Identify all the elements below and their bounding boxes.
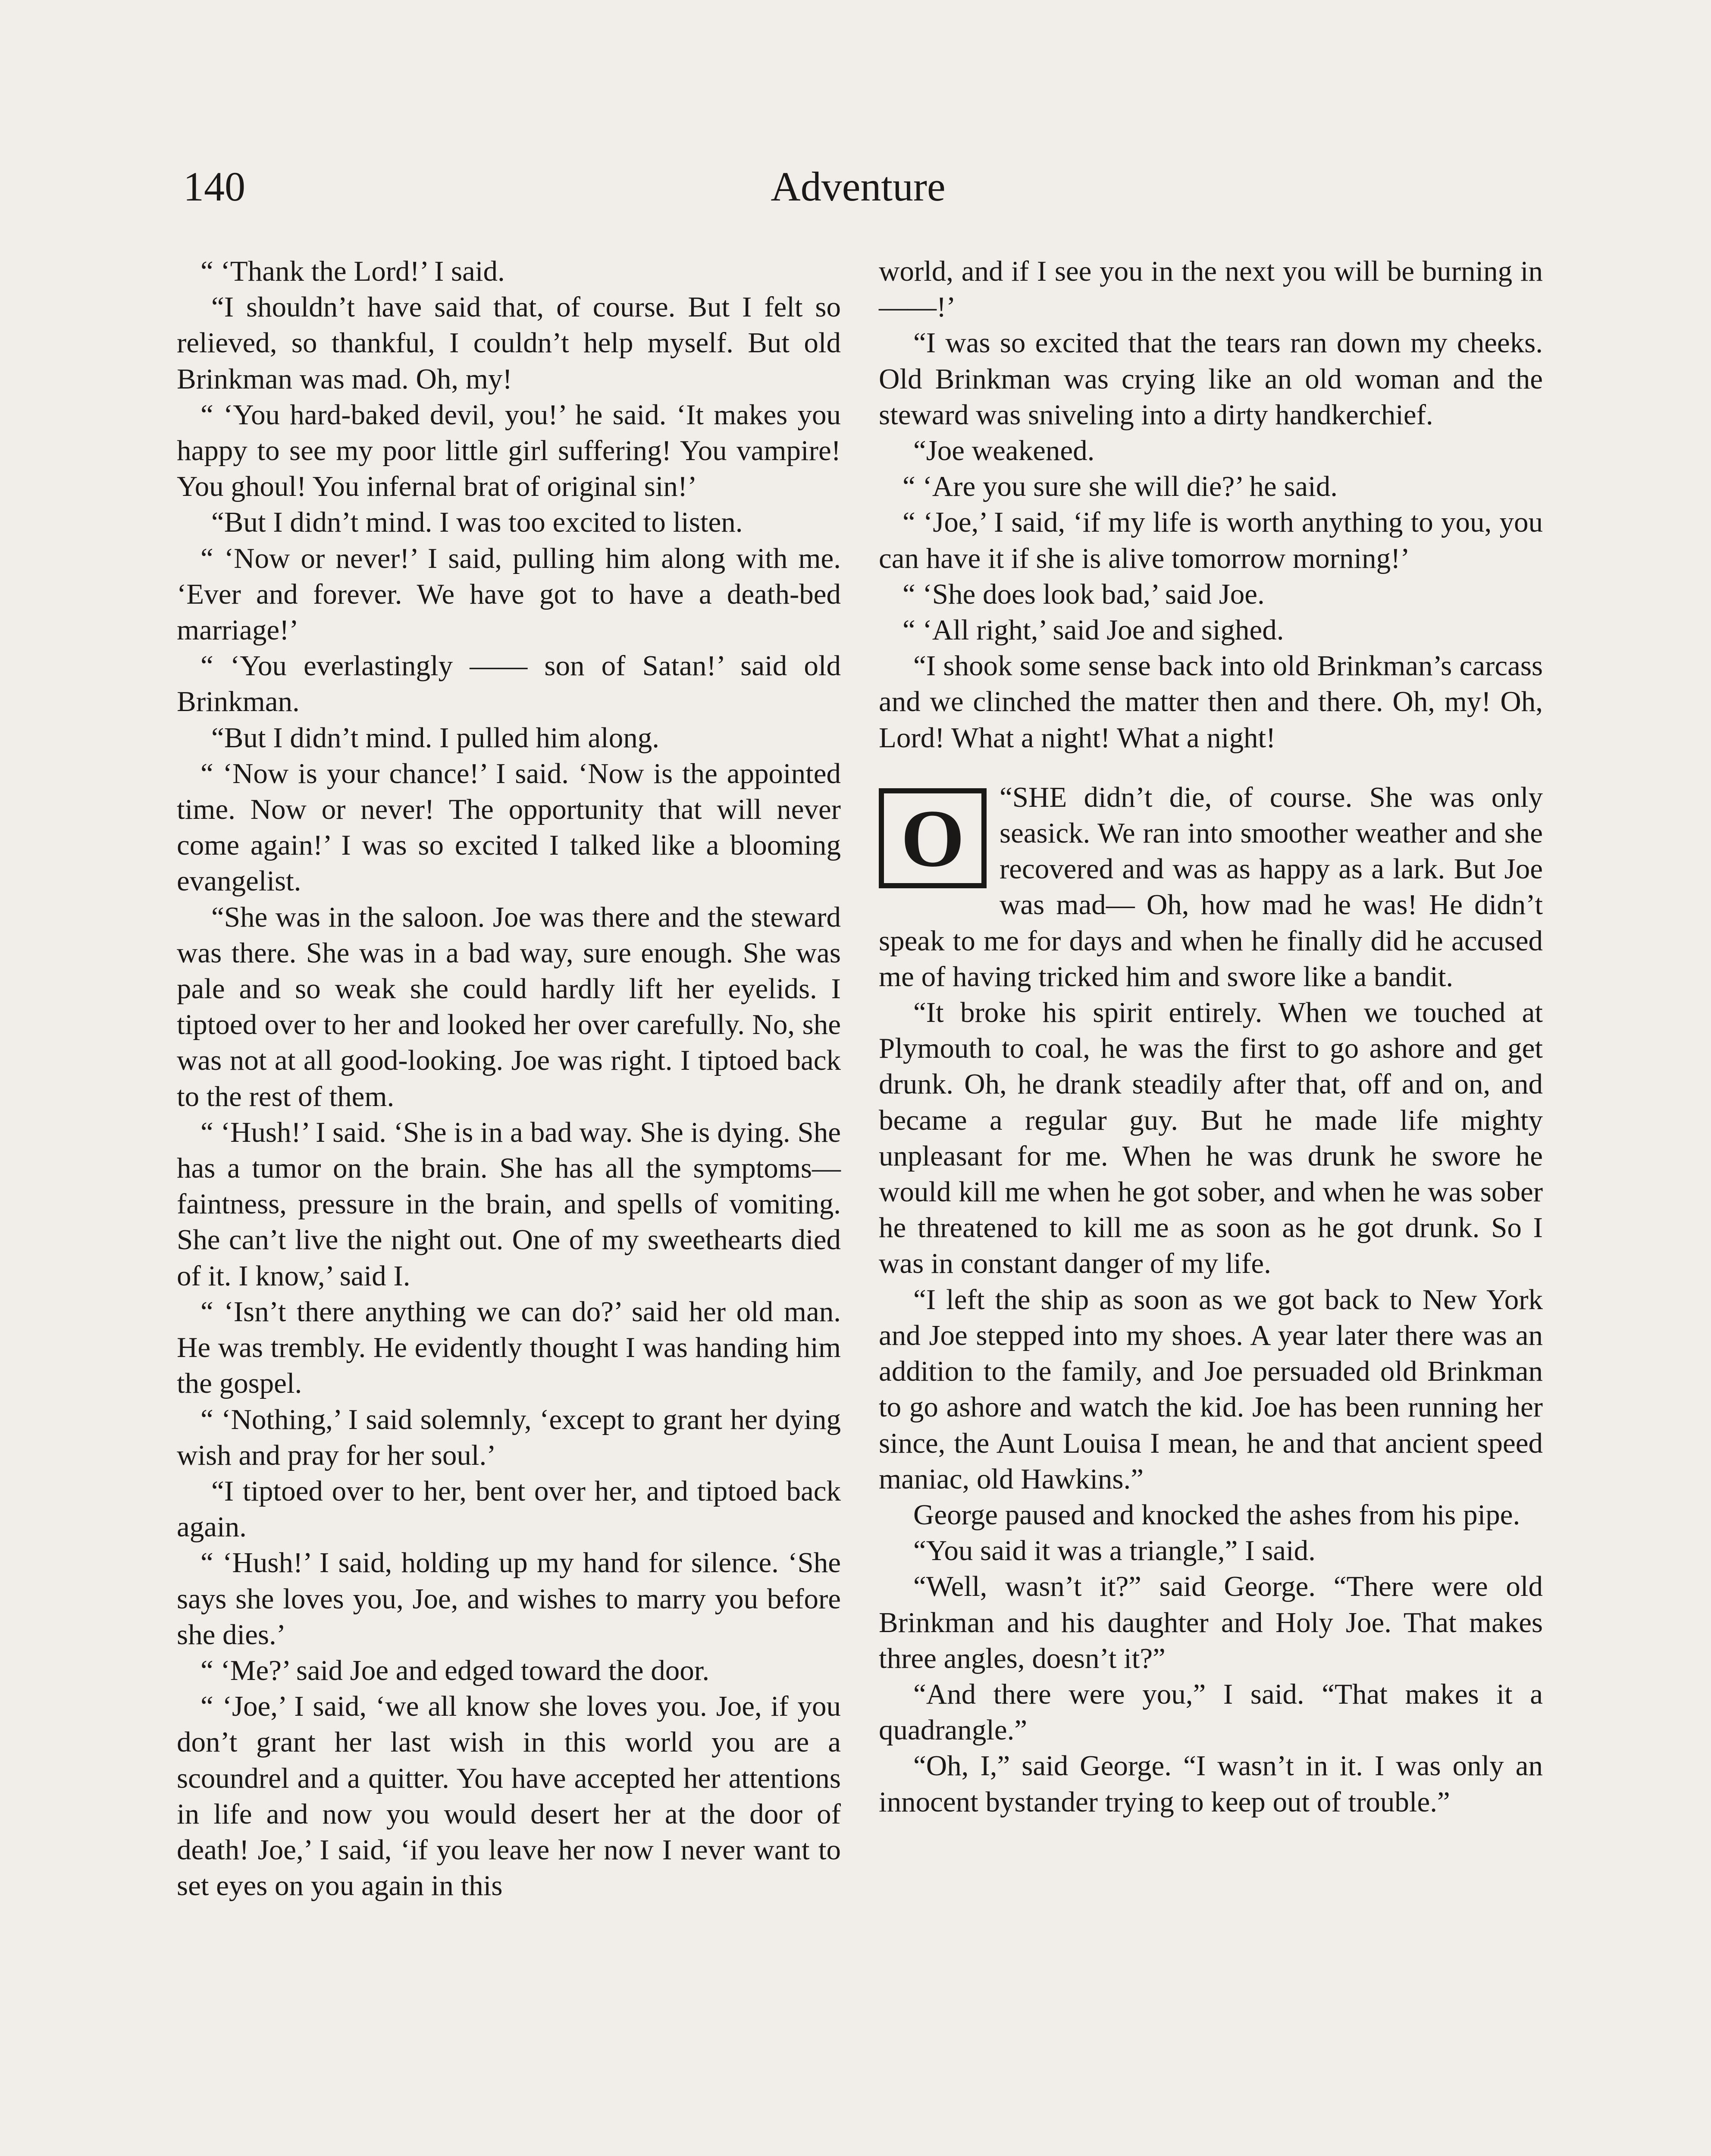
paragraph: “ ‘You hard-baked devil, you!’ he said. ‘It makes you happy to see my poor little girl suffering! You vampire! You ghoul! You infernal brat of original sin!’ [177, 398, 841, 503]
paragraph: “I shook some sense back into old Brinkman’s carcass and we clinched the matter then and there. Oh, my! Oh, Lord! What a night! What a night! [879, 650, 1543, 754]
paragraph: “I tiptoed over to her, bent over her, and tiptoed back again. [177, 1475, 841, 1543]
paragraph: “You said it was a triangle,” I said. [913, 1535, 1316, 1567]
paragraph: “ ‘She does look bad,’ said Joe. [903, 578, 1265, 610]
running-head: Adventure [771, 163, 946, 210]
paragraph: “Well, wasn’t it?” said George. “There were old Brinkman and his daughter and Holy Joe. That makes three angles, doesn’t it?” [879, 1570, 1543, 1674]
paragraph: “ ‘Are you sure she will die?’ he said. [903, 470, 1338, 503]
paragraph: “Joe weakened. [913, 435, 1095, 467]
paragraph-text: “SHE didn’t die, of course. She was only seasick. We ran into smoother weather and she recovered and was as happy as a lark. But Joe was mad— Oh, how mad he was! He didn’t speak to me for days and when he finally did he accused me of having tricked him and swore like a bandit. [879, 781, 1543, 993]
paragraph: “ ‘Joe,’ I said, ‘we all know she loves you. Joe, if you don’t grant her last wish in this world you are a scoundrel and a quitter. You have accepted her attentions in life and now you would desert her at the door of death! Joe,’ I said, ‘if you leave her now I never want to set eyes on you again in this [177, 1690, 841, 1902]
paragraph: “ ‘You everlastingly —— son of Satan!’ said old Brinkman. [177, 650, 841, 718]
paragraph: “But I didn’t mind. I was too excited to listen. [211, 506, 743, 539]
paragraph: “ ‘Hush!’ I said, holding up my hand for silence. ‘She says she loves you, Joe, and wishes to marry you before she dies.’ [177, 1547, 841, 1651]
paragraph: “ ‘Thank the Lord!’ I said. [201, 255, 505, 287]
paragraph: “It broke his spirit entirely. When we touched at Plymouth to coal, he was the first to go ashore and get drunk. Oh, he drank steadily after that, off and on, and became a regular guy. But he made life mighty unpleasant for me. When he was drunk he swore he would kill me when he got sober, and when he was sober he threatened to kill me as soon as he got drunk. So I was in constant danger of my life. [879, 997, 1543, 1280]
page-number: 140 [183, 163, 245, 210]
paragraph: “I left the ship as soon as we got back to New York and Joe stepped into my shoes. A year later there was an addition to the family, and Joe persuaded old Brinkman to go ashore and watch the kid. Joe has been running her since, the Aunt Louisa I mean, he and that ancient speed maniac, old Hawkins.” [879, 1283, 1543, 1495]
drop-cap-ornament [879, 788, 987, 888]
paragraph: “ ‘Isn’t there anything we can do?’ said her old man. He was trembly. He evidently thought I was handing him the gospel. [177, 1295, 841, 1400]
paragraph: “I shouldn’t have said that, of course. But I felt so relieved, so thankful, I couldn’t help myself. But old Brinkman was mad. Oh, my! [177, 291, 841, 395]
right-column [879, 254, 1543, 1820]
paragraph: world, and if I see you in the next you will be burning in ——!’ [879, 255, 1543, 323]
paragraph: “Oh, I,” said George. “I wasn’t in it. I was only an innocent bystander trying to keep out of trouble.” [879, 1750, 1543, 1818]
paragraph: “ ‘Now or never!’ I said, pulling him along with me. ‘Ever and forever. We have got to have a death-bed marriage!’ [177, 542, 841, 646]
paragraph: “ ‘Joe,’ I said, ‘if my life is worth anything to you, you can have it if she is alive tomorrow morning!’ [879, 506, 1543, 574]
paragraph: “And there were you,” I said. “That makes it a quadrangle.” [879, 1678, 1543, 1746]
paragraph: “ ‘All right,’ said Joe and sighed. [903, 614, 1284, 646]
paragraph: “ ‘Me?’ said Joe and edged toward the door. [201, 1654, 710, 1686]
left-column [177, 254, 841, 1904]
paragraph: “She was in the saloon. Joe was there and the steward was there. She was in a bad way, sure enough. She was pale and so weak she could hardly lift her eyelids. I tiptoed over to her and looked her over carefully. No, she was not at all good-looking. Joe was right. I tiptoed back to the rest of them. [177, 901, 841, 1112]
paragraph: “ ‘Now is your chance!’ I said. ‘Now is the appointed time. Now or never! The opportunity that will never come again!’ I was so excited I talked like a blooming evangelist. [177, 757, 841, 897]
drop-cap-paragraph [879, 780, 1543, 995]
paragraph: “But I didn’t mind. I pulled him along. [211, 721, 660, 754]
paragraph: “ ‘Nothing,’ I said solemnly, ‘except to grant her dying wish and pray for her soul.’ [177, 1403, 841, 1471]
paragraph: “ ‘Hush!’ I said. ‘She is in a bad way. She is dying. She has a tumor on the brain. She has all the symptoms—faintness, pressure in the brain, and spells of vomiting. She can’t live the night out. One of my sweethearts died of it. I know,’ said I. [177, 1116, 841, 1292]
paragraph: George paused and knocked the ashes from his pipe. [913, 1498, 1520, 1531]
paragraph: “I was so excited that the tears ran down my cheeks. Old Brinkman was crying like an old woman and the steward was sniveling into a dirty handkerchief. [879, 327, 1543, 431]
drop-cap-letter: O [901, 793, 965, 884]
